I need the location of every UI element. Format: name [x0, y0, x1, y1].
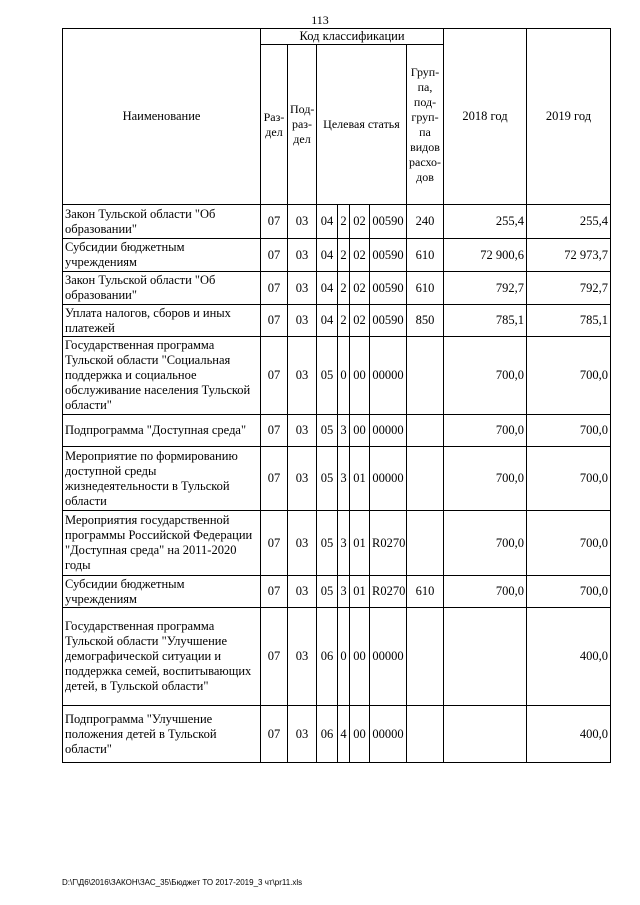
row-target-c: 01	[350, 576, 370, 608]
row-target-b: 0	[338, 337, 350, 415]
row-2019: 792,7	[527, 272, 611, 305]
row-target-b: 3	[338, 447, 350, 511]
row-2019: 400,0	[527, 608, 611, 706]
row-target-c: 01	[350, 447, 370, 511]
table-row	[63, 447, 611, 511]
row-2019: 785,1	[527, 305, 611, 337]
row-target-a: 05	[317, 337, 338, 415]
header-group: Груп- па, под- груп- па видов расхо- дов	[407, 45, 444, 205]
row-razdel: 07	[261, 205, 288, 239]
header-2019: 2019 год	[527, 29, 611, 205]
row-podrazdel: 03	[288, 511, 317, 576]
row-razdel: 07	[261, 239, 288, 272]
row-target-b: 2	[338, 205, 350, 239]
row-podrazdel: 03	[288, 706, 317, 763]
row-group: 610	[407, 272, 444, 305]
row-target-c: 00	[350, 337, 370, 415]
row-razdel: 07	[261, 447, 288, 511]
row-target-a: 05	[317, 447, 338, 511]
table-row	[63, 415, 611, 447]
row-group: 610	[407, 239, 444, 272]
row-name: Подпрограмма "Улучшение положения детей в Тульской области"	[63, 706, 261, 763]
row-2018: 700,0	[444, 576, 527, 608]
row-target-c: 00	[350, 706, 370, 763]
row-podrazdel: 03	[288, 272, 317, 305]
row-razdel: 07	[261, 415, 288, 447]
row-podrazdel: 03	[288, 447, 317, 511]
row-target-b: 2	[338, 272, 350, 305]
row-group: 240	[407, 205, 444, 239]
row-group	[407, 706, 444, 763]
row-target-b: 2	[338, 305, 350, 337]
table-body	[63, 205, 611, 763]
row-2019: 72 973,7	[527, 239, 611, 272]
row-target-d: R0270	[370, 511, 407, 576]
row-target-b: 3	[338, 415, 350, 447]
row-target-d: 00590	[370, 272, 407, 305]
header-row-1	[63, 29, 611, 45]
row-target-b: 4	[338, 706, 350, 763]
row-name: Закон Тульской области "Об образовании"	[63, 205, 261, 239]
row-group	[407, 415, 444, 447]
row-target-b: 2	[338, 239, 350, 272]
row-group: 610	[407, 576, 444, 608]
row-razdel: 07	[261, 511, 288, 576]
row-razdel: 07	[261, 608, 288, 706]
row-group	[407, 608, 444, 706]
row-podrazdel: 03	[288, 415, 317, 447]
row-target-a: 05	[317, 415, 338, 447]
row-2019: 255,4	[527, 205, 611, 239]
row-target-d: 00000	[370, 608, 407, 706]
row-name: Государственная программа Тульской области "Социальная поддержка и социальное обслуживание населения Тульской области"	[63, 337, 261, 415]
row-2018: 700,0	[444, 447, 527, 511]
table-row	[63, 511, 611, 576]
table-row	[63, 337, 611, 415]
budget-table	[62, 28, 611, 763]
row-target-c: 02	[350, 272, 370, 305]
row-2019: 700,0	[527, 415, 611, 447]
row-target-c: 01	[350, 511, 370, 576]
table-row	[63, 608, 611, 706]
row-target-a: 04	[317, 305, 338, 337]
row-podrazdel: 03	[288, 608, 317, 706]
table-row	[63, 305, 611, 337]
table-row	[63, 576, 611, 608]
row-target-d: R0270	[370, 576, 407, 608]
row-target-d: 00590	[370, 239, 407, 272]
row-razdel: 07	[261, 272, 288, 305]
row-podrazdel: 03	[288, 205, 317, 239]
header-code-classification: Код классификации	[261, 29, 444, 45]
table-row	[63, 205, 611, 239]
row-2018: 72 900,6	[444, 239, 527, 272]
row-2018: 255,4	[444, 205, 527, 239]
row-target-b: 0	[338, 608, 350, 706]
row-2018: 700,0	[444, 337, 527, 415]
row-name: Уплата налогов, сборов и иных платежей	[63, 305, 261, 337]
row-target-a: 06	[317, 608, 338, 706]
row-razdel: 07	[261, 576, 288, 608]
row-group	[407, 511, 444, 576]
row-target-a: 04	[317, 272, 338, 305]
row-target-a: 04	[317, 239, 338, 272]
row-target-b: 3	[338, 511, 350, 576]
row-target-c: 00	[350, 608, 370, 706]
row-2018: 792,7	[444, 272, 527, 305]
row-target-d: 00590	[370, 205, 407, 239]
row-target-a: 05	[317, 511, 338, 576]
row-target-a: 05	[317, 576, 338, 608]
row-podrazdel: 03	[288, 239, 317, 272]
row-name: Мероприятия государственной программы Российской Федерации "Доступная среда" на 2011-2020 годы	[63, 511, 261, 576]
page-number: 113	[311, 13, 329, 27]
row-target-d: 00000	[370, 447, 407, 511]
row-name: Мероприятие по формированию доступной среды жизнедеятельности в Тульской области	[63, 447, 261, 511]
row-group	[407, 337, 444, 415]
row-target-c: 02	[350, 305, 370, 337]
row-2019: 700,0	[527, 337, 611, 415]
table-row	[63, 239, 611, 272]
row-target-c: 02	[350, 239, 370, 272]
row-target-a: 06	[317, 706, 338, 763]
row-target-d: 00000	[370, 706, 407, 763]
header-target-article: Целевая статья	[317, 45, 407, 205]
file-path-footer: D:\Г\Д6\2016\ЗАКОН\ЗАС_35\Бюджет ТО 2017-2019_3 чт\pr11.xls	[62, 878, 303, 887]
row-name: Закон Тульской области "Об образовании"	[63, 272, 261, 305]
row-2019: 700,0	[527, 447, 611, 511]
row-target-c: 00	[350, 415, 370, 447]
header-razdel: Раз- дел	[261, 45, 288, 205]
row-razdel: 07	[261, 706, 288, 763]
row-group	[407, 447, 444, 511]
row-name: Субсидии бюджетным учреждениям	[63, 576, 261, 608]
row-podrazdel: 03	[288, 305, 317, 337]
row-2018: 785,1	[444, 305, 527, 337]
row-2018	[444, 706, 527, 763]
table-row	[63, 272, 611, 305]
row-target-a: 04	[317, 205, 338, 239]
row-podrazdel: 03	[288, 337, 317, 415]
row-group: 850	[407, 305, 444, 337]
row-razdel: 07	[261, 305, 288, 337]
row-target-d: 00000	[370, 415, 407, 447]
row-2019: 400,0	[527, 706, 611, 763]
row-2019: 700,0	[527, 511, 611, 576]
row-name: Субсидии бюджетным учреждениям	[63, 239, 261, 272]
header-podrazdel: Под- раз- дел	[288, 45, 317, 205]
row-2019: 700,0	[527, 576, 611, 608]
row-2018: 700,0	[444, 415, 527, 447]
header-2018: 2018 год	[444, 29, 527, 205]
row-target-d: 00590	[370, 305, 407, 337]
row-razdel: 07	[261, 337, 288, 415]
row-target-b: 3	[338, 576, 350, 608]
row-2018: 700,0	[444, 511, 527, 576]
table-row	[63, 706, 611, 763]
row-target-c: 02	[350, 205, 370, 239]
row-podrazdel: 03	[288, 576, 317, 608]
row-name: Государственная программа Тульской области "Улучшение демографической ситуации и поддержка семей, воспитывающих детей, в Тульской области"	[63, 608, 261, 706]
row-target-d: 00000	[370, 337, 407, 415]
row-2018	[444, 608, 527, 706]
header-name: Наименование	[63, 29, 261, 205]
row-name: Подпрограмма "Доступная среда"	[63, 415, 261, 447]
